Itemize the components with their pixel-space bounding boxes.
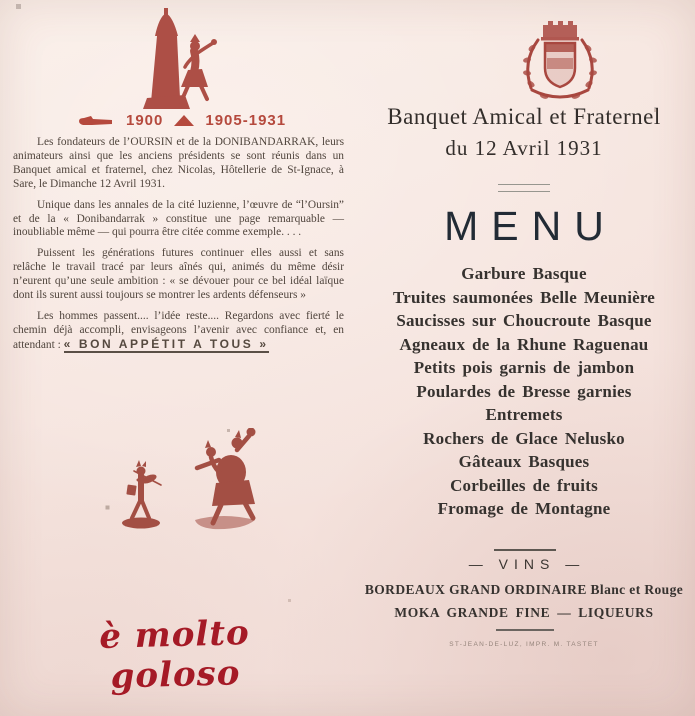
menu-item: Gâteaux Basques [458,452,590,471]
menu-item: Fromage de Montagne [437,499,611,518]
menu-item: Corbeilles de fruits [450,475,598,495]
menu-item: Rochers de Glace Nelusko [423,428,625,448]
paragraph-founders: Les fondateurs de l’OURSIN et de la DONIBANDARRAK, leurs animateurs ainsi que les anciens présidents se sont réunis dans un Banquet amical et fraternel, chez Nicolas, Hôtellerie de St-Ignace, à Sare, le Dimanche 12 Avril 1931. [13,136,344,190]
wine-line-moka: MOKA GRANDE FINE — LIQUEURS [394,605,654,620]
year-range: 1905-1931 [205,112,287,129]
bon-appetit-slogan: « BON APPÉTIT A TOUS » [63,336,269,351]
city-crest-icon [514,12,606,108]
menu-item: Saucisses sur Choucroute Basque [396,311,652,330]
menu-item: Garbure Basque [461,264,587,283]
menu-item: Poulardes de Bresse garnies [416,381,632,401]
menu-items-list [356,262,692,521]
double-rule-divider [498,184,550,192]
dancers-figurine-illustration [183,428,267,536]
wine-bordeaux-main: BORDEAUX GRAND ORDINAIRE [364,582,587,597]
year-start: 1900 [126,112,164,129]
handwritten-note: è molto goloso [98,613,251,697]
timeline-row [78,112,313,129]
wine-bordeaux-detail: Blanc et Rouge [590,582,684,597]
closing-text: Les hommes passent.... l’idée reste.... Regardons avec fierté le chemin déjà accompli, envisageons l’avenir avec confiance et, en attendant : [13,309,344,351]
menu-item: Entremets [485,405,563,424]
menu-item: Agneaux de la Rhune Raguenau [399,334,649,354]
wines-bottom-rule [496,629,554,631]
wines-heading: — VINS — [468,556,586,572]
manicule-icon [78,114,116,128]
banquet-title: Banquet Amical et Fraternel [387,104,661,129]
paragraph-closing [13,310,344,353]
wines-top-rule [494,549,556,551]
wine-line-bordeaux [352,582,695,598]
printer-imprint: ST-JEAN-DE-LUZ, IMPR. M. TASTET [449,641,599,648]
menu-heading: MENU [444,203,617,249]
preamble-text [13,136,344,360]
tower-dancer-illustration [135,6,220,111]
violinist-figurine-illustration [114,458,172,532]
menu-item: Petits pois garnis de jambon [413,358,635,377]
triangle-icon [173,114,195,127]
menu-item: Truites saumonées Belle Meunière [392,287,656,307]
paper-specks [0,0,1,1]
paragraph-generations: Puissent les générations futures continuer elles aussi et sans relâche le travail tracé par leurs aînés qui, animés du même désir n’eurent qu’une seule ambition : « se dévouer pour ce bel idéal laïque dont ils surent aussi toujours se montrer les ardents défenseurs » [13,247,344,302]
paragraph-unique: Unique dans les annales de la cité luzienne, l’œuvre de “l’Oursin” et de la « Donibandarrak » constitue une page remarquable — inoubliable même — qui pourra être citée comme exemple. . . . [13,198,344,239]
banquet-date: du 12 Avril 1931 [445,136,603,160]
